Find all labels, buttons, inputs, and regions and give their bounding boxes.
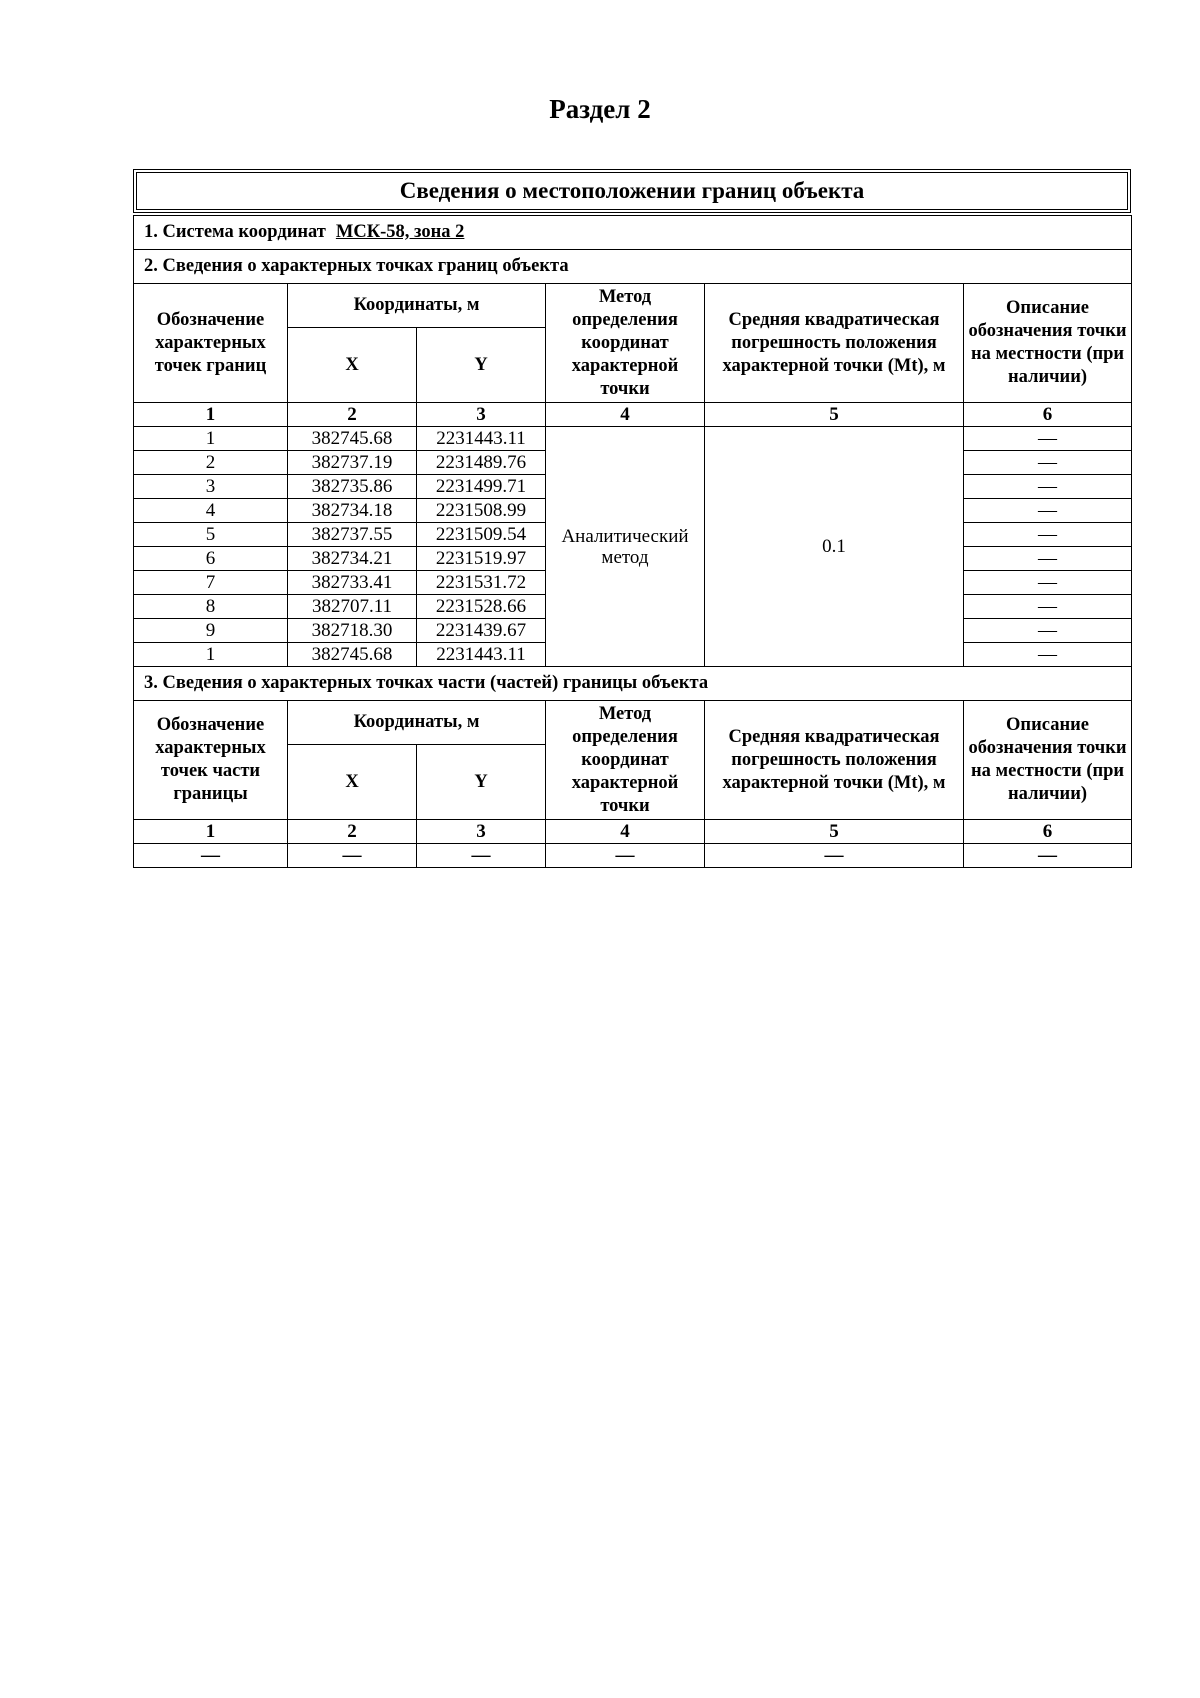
- point-description: —: [964, 595, 1132, 619]
- coord-y: 2231489.76: [417, 451, 546, 475]
- point-number: 8: [134, 595, 288, 619]
- coordinate-system-row: [134, 216, 1132, 250]
- point-number: 1: [134, 427, 288, 451]
- column-number: 1: [134, 403, 288, 427]
- header-coordinates: Координаты, м: [288, 284, 546, 328]
- point-number: 9: [134, 619, 288, 643]
- section2-heading: 2. Сведения о характерных точках границ объекта: [134, 250, 1132, 284]
- column-number: 6: [964, 820, 1132, 844]
- column-number: 4: [546, 403, 705, 427]
- coord-y: 2231531.72: [417, 571, 546, 595]
- empty-cell: —: [134, 844, 288, 868]
- error-value: 0.1: [705, 427, 964, 667]
- coordinate-system-value: МСК-58, зона 2: [335, 222, 465, 242]
- boundary-info-block: [133, 169, 1131, 868]
- point-description: —: [964, 427, 1132, 451]
- point-number: 1: [134, 643, 288, 667]
- block-title: Сведения о местоположении границ объекта: [133, 169, 1131, 213]
- point-description: —: [964, 547, 1132, 571]
- coord-y: 2231443.11: [417, 427, 546, 451]
- point-number: 4: [134, 499, 288, 523]
- coord-x: 382737.55: [288, 523, 417, 547]
- header-coordinates: Координаты, м: [288, 701, 546, 745]
- coord-y: 2231499.71: [417, 475, 546, 499]
- table-row: [134, 427, 1132, 451]
- column-number: 2: [288, 820, 417, 844]
- column-number: 3: [417, 403, 546, 427]
- column-number: 5: [705, 403, 964, 427]
- empty-cell: —: [964, 844, 1132, 868]
- point-description: —: [964, 475, 1132, 499]
- point-description: —: [964, 499, 1132, 523]
- coord-y: 2231519.97: [417, 547, 546, 571]
- point-description: —: [964, 523, 1132, 547]
- header-x: X: [288, 328, 417, 403]
- point-number: 7: [134, 571, 288, 595]
- header-method: Метод определения координат характерной точки: [546, 701, 705, 820]
- column-number: 5: [705, 820, 964, 844]
- empty-cell: —: [546, 844, 705, 868]
- coord-y: 2231439.67: [417, 619, 546, 643]
- coord-x: 382735.86: [288, 475, 417, 499]
- point-description: —: [964, 619, 1132, 643]
- column-number: 4: [546, 820, 705, 844]
- method-value: Аналитический метод: [546, 427, 705, 667]
- empty-cell: —: [288, 844, 417, 868]
- header-y: Y: [417, 328, 546, 403]
- coord-x: 382734.21: [288, 547, 417, 571]
- header-method: Метод определения координат характерной точки: [546, 284, 705, 403]
- coord-y: 2231443.11: [417, 643, 546, 667]
- header-description: Описание обозначения точки на местности (при наличии): [964, 284, 1132, 403]
- header-x: X: [288, 745, 417, 820]
- point-number: 5: [134, 523, 288, 547]
- column-number: 3: [417, 820, 546, 844]
- point-description: —: [964, 571, 1132, 595]
- coord-y: 2231528.66: [417, 595, 546, 619]
- header-designation: Обозначение характерных точек части границы: [134, 701, 288, 820]
- header-error: Средняя квадратическая погрешность положения характерной точки (Mt), м: [705, 284, 964, 403]
- point-number: 3: [134, 475, 288, 499]
- point-description: —: [964, 451, 1132, 475]
- point-description: —: [964, 643, 1132, 667]
- coord-y: 2231508.99: [417, 499, 546, 523]
- page-title: Раздел 2: [549, 94, 651, 124]
- coord-y: 2231509.54: [417, 523, 546, 547]
- coord-x: 382707.11: [288, 595, 417, 619]
- coordinate-system-label: 1. Система координат: [144, 222, 326, 242]
- header-designation: Обозначение характерных точек границ: [134, 284, 288, 403]
- empty-cell: —: [417, 844, 546, 868]
- column-number: 1: [134, 820, 288, 844]
- coord-x: 382745.68: [288, 427, 417, 451]
- header-error: Средняя квадратическая погрешность положения характерной точки (Mt), м: [705, 701, 964, 820]
- point-number: 2: [134, 451, 288, 475]
- coord-x: 382737.19: [288, 451, 417, 475]
- column-number: 6: [964, 403, 1132, 427]
- coord-x: 382733.41: [288, 571, 417, 595]
- coord-x: 382745.68: [288, 643, 417, 667]
- header-description: Описание обозначения точки на местности (при наличии): [964, 701, 1132, 820]
- empty-cell: —: [705, 844, 964, 868]
- coord-x: 382734.18: [288, 499, 417, 523]
- column-number: 2: [288, 403, 417, 427]
- header-y: Y: [417, 745, 546, 820]
- coord-x: 382718.30: [288, 619, 417, 643]
- boundary-table: [133, 215, 1132, 868]
- table-row: [134, 844, 1132, 868]
- point-number: 6: [134, 547, 288, 571]
- section3-heading: 3. Сведения о характерных точках части (частей) границы объекта: [134, 667, 1132, 701]
